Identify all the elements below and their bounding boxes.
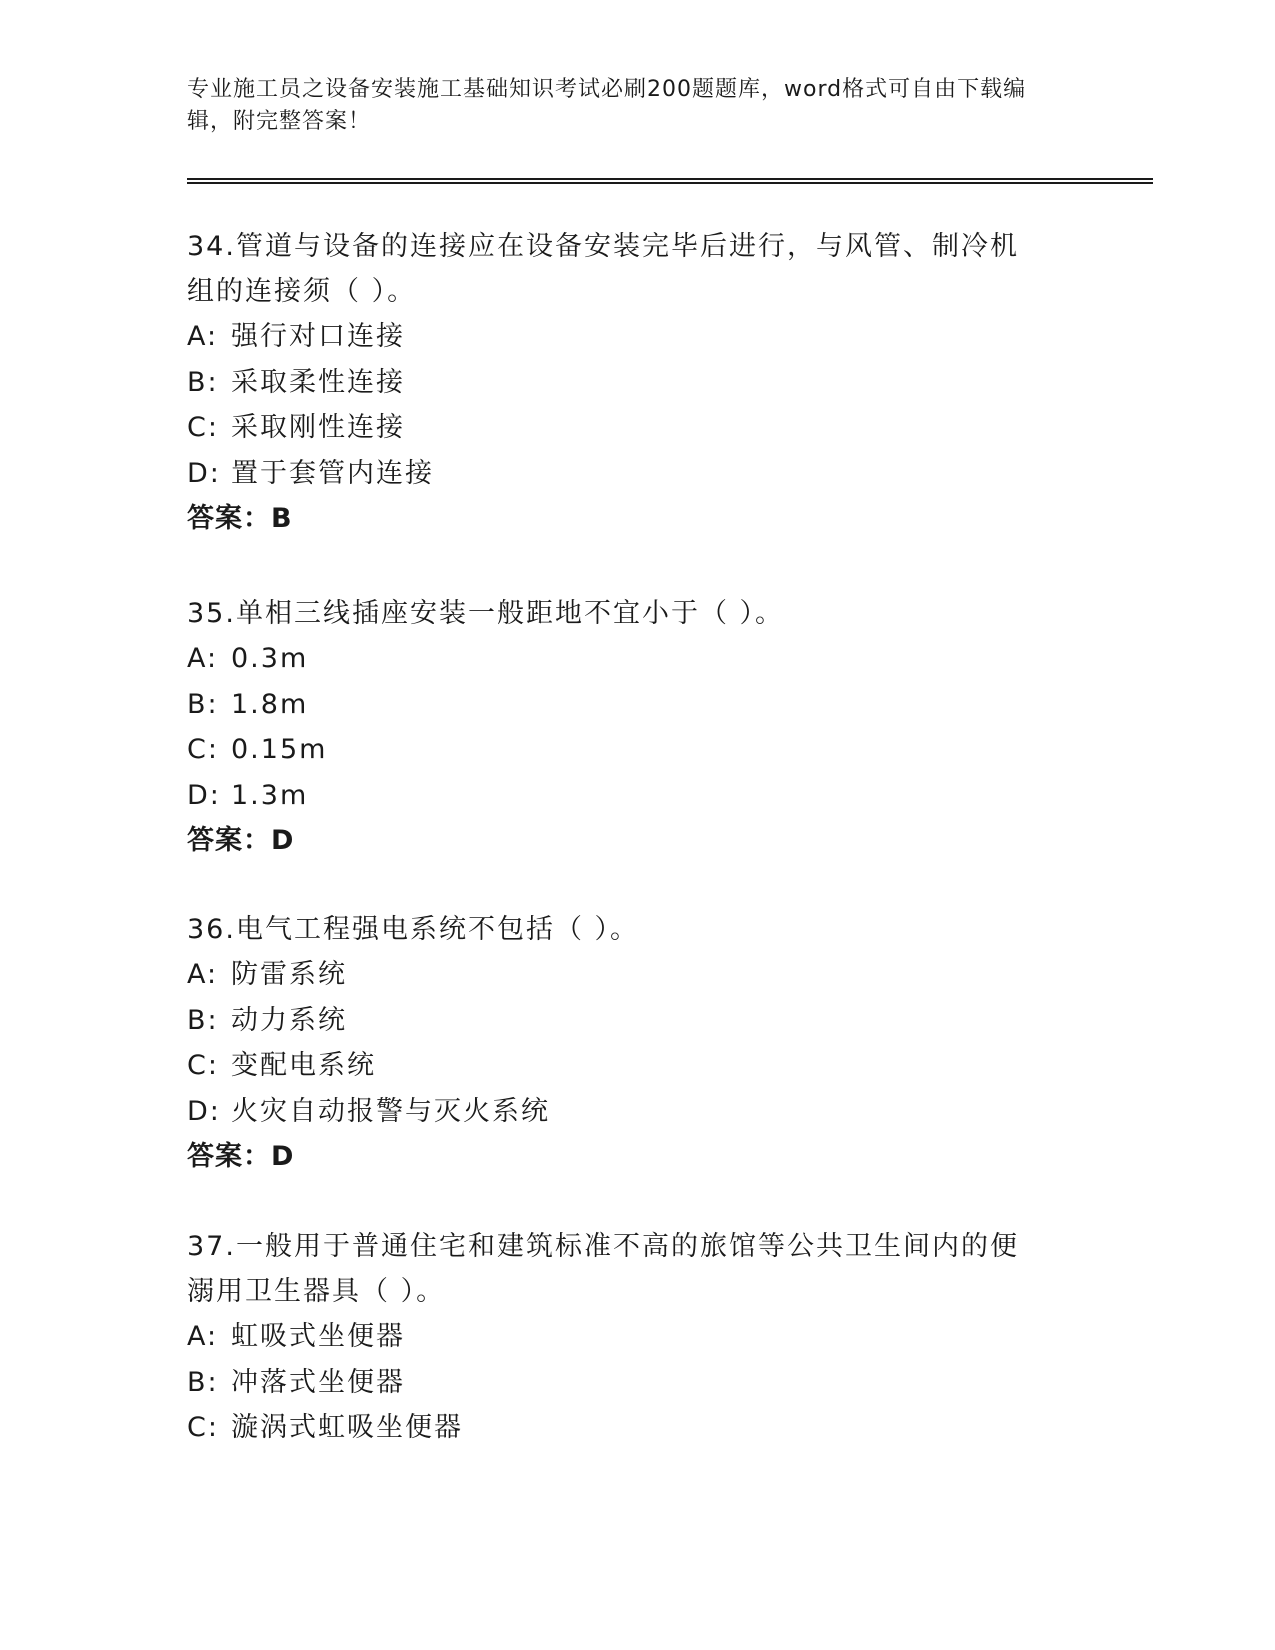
option-text: 1.3m: [231, 779, 309, 811]
option-a: [187, 636, 1087, 682]
option-letter: B:: [187, 1366, 219, 1398]
option-letter: B:: [187, 366, 219, 398]
question-block: [187, 591, 1087, 863]
option-letter: A:: [187, 1321, 219, 1352]
question-text: 34.管道与设备的连接应在设备安装完毕后进行，与风管、制冷机组的连接须（ ）。: [187, 231, 1019, 307]
option-text: 火灾自动报警与灭火系统: [231, 1095, 550, 1127]
option-letter: D:: [187, 457, 221, 489]
option-a: [187, 1314, 1087, 1360]
question-text: 35.单相三线插座安装一般距地不宜小于（ ）。: [187, 598, 785, 629]
option-letter: C:: [187, 412, 219, 443]
option-text: 漩涡式虹吸坐便器: [231, 1412, 463, 1443]
option-letter: B:: [187, 688, 219, 720]
option-text: 置于套管内连接: [231, 457, 434, 489]
option-a: [187, 952, 1087, 998]
option-text: 采取刚性连接: [231, 412, 405, 443]
option-letter: A:: [187, 959, 219, 990]
option-letter: D:: [187, 1095, 221, 1127]
question-text: 37.一般用于普通住宅和建筑标准不高的旅馆等公共卫生间内的便溺用卫生器具（ ）。: [187, 1231, 1019, 1307]
option-c: [187, 405, 1087, 451]
question-text: 36.电气工程强电系统不包括（ ）。: [187, 914, 640, 945]
option-b: [187, 360, 1087, 406]
option-b: [187, 682, 1087, 728]
option-d: [187, 773, 1087, 819]
answer-line: 答案：B: [187, 503, 293, 534]
option-b: [187, 1360, 1087, 1406]
option-text: 采取柔性连接: [231, 366, 405, 398]
option-letter: D:: [187, 779, 221, 811]
option-a: [187, 314, 1087, 360]
question-block: [187, 224, 1087, 541]
question-block: [187, 907, 1087, 1179]
option-b: [187, 998, 1087, 1044]
option-letter: A:: [187, 643, 219, 674]
option-text: 0.15m: [231, 734, 328, 765]
option-text: 强行对口连接: [231, 321, 405, 352]
option-letter: C:: [187, 734, 219, 765]
question-block: [187, 1224, 1087, 1451]
option-letter: B:: [187, 1004, 219, 1036]
option-letter: C:: [187, 1050, 219, 1081]
option-text: 变配电系统: [231, 1050, 376, 1081]
option-c: [187, 1405, 1087, 1451]
option-text: 动力系统: [231, 1004, 347, 1036]
option-letter: A:: [187, 321, 219, 352]
option-text: 冲落式坐便器: [231, 1366, 405, 1398]
option-d: [187, 451, 1087, 497]
option-text: 防雷系统: [231, 959, 347, 990]
document-header: 专业施工员之设备安装施工基础知识考试必刷200题题库，word格式可自由下载编辑，附完整答案！: [187, 77, 1027, 134]
option-text: 虹吸式坐便器: [231, 1321, 405, 1352]
option-c: [187, 727, 1087, 773]
header-divider: [187, 178, 1153, 184]
option-c: [187, 1043, 1087, 1089]
answer-line: 答案：D: [187, 1141, 295, 1172]
option-letter: C:: [187, 1412, 219, 1443]
option-text: 1.8m: [231, 688, 309, 720]
option-d: [187, 1089, 1087, 1135]
option-text: 0.3m: [231, 643, 309, 674]
answer-line: 答案：D: [187, 825, 295, 856]
